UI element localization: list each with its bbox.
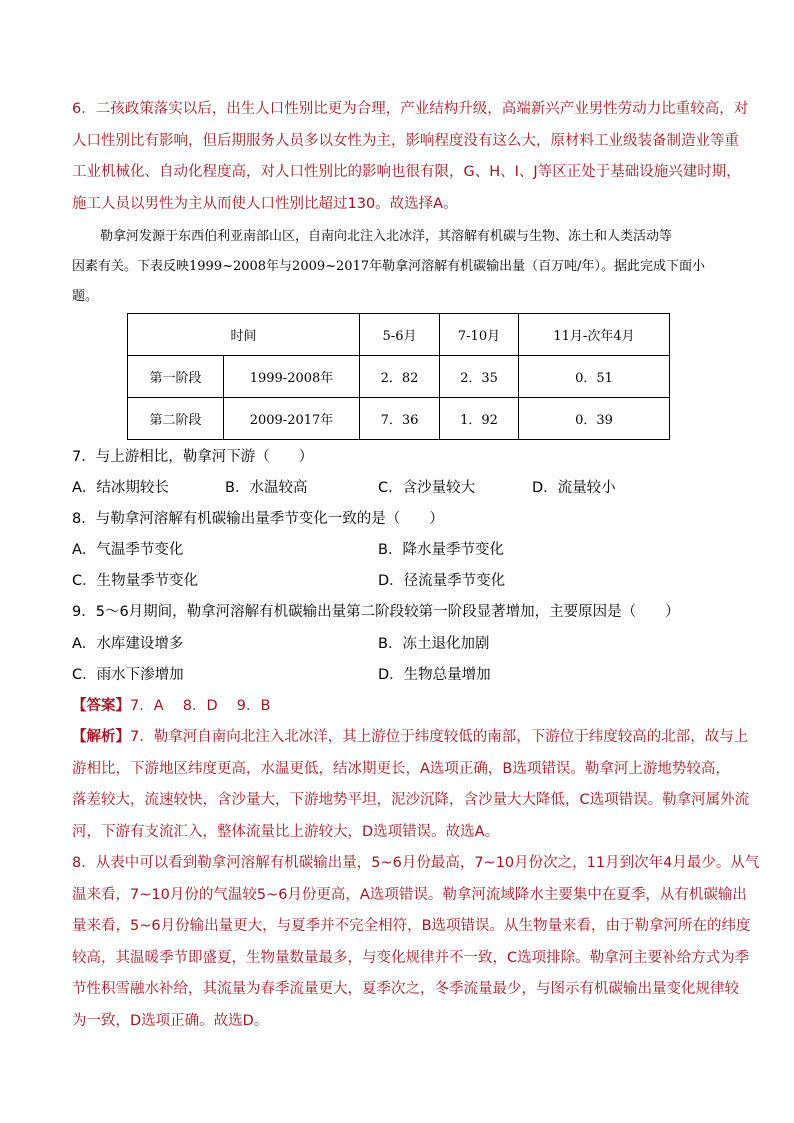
analysis-q7-line — [72, 722, 749, 754]
analysis-line: 河，下游有支流汇入，整体流量比上游较大，D选项错误。故选A。 — [72, 823, 500, 840]
q8-option-b: B．降水量季节变化 — [378, 542, 504, 558]
analysis-line: 游相比，下游地区纬度更高，水温更低，结冰期更长，A选项正确，B选项错误。勒拿河上游地势较高， — [72, 760, 730, 777]
q9-option-a: A．水库建设增多 — [72, 636, 184, 652]
analysis-line: 落差较大，流速较快，含沙量大，下游地势平坦，泥沙沉降，含沙量大大降低，C选项错误。勒拿河属外流 — [72, 792, 750, 808]
q6-line: 工业机械化、自动化程度高，对人口性别比的影响也很有限，G、H、I、J等区正处于基础设施兴建时期， — [72, 164, 741, 180]
q8-stem: 8．与勒拿河溶解有机碳输出量季节变化一致的是（ ） — [72, 511, 444, 527]
answer-label: 【答案】 — [72, 698, 130, 714]
header-may-june: 5-6月 — [360, 314, 440, 356]
table-row — [128, 356, 670, 398]
table-header-row — [128, 314, 670, 356]
q7-stem: 7．与上游相比，勒拿河下游（ ） — [72, 449, 314, 465]
analysis-line: 为一致，D选项正确。故选D。 — [72, 1012, 269, 1029]
answer-text: 7．A 8．D 9．B — [130, 698, 271, 714]
passage-line-1: 勒拿河发源于东西伯利亚南部山区，自南向北注入北冰洋，其溶解有机碳与生物、冻土和人类活动等 — [100, 229, 673, 244]
q6-explanation — [72, 94, 749, 220]
stage-cell: 第二阶段 — [128, 398, 224, 440]
q7-option-c: C．含沙量较大 — [378, 480, 476, 496]
q9-stem: 9．5～6月期间，勒拿河溶解有机碳输出量第二阶段较第一阶段显著增加，主要原因是（ ） — [72, 604, 680, 620]
years-cell: 2009-2017年 — [224, 398, 360, 440]
stage-cell: 第一阶段 — [128, 356, 224, 398]
q9-option-c: C．雨水下渗增加 — [72, 667, 184, 683]
q7-option-d: D．流量较小 — [532, 480, 616, 496]
years-cell: 1999-2008年 — [224, 356, 360, 398]
analysis-line: 温来看，7~10月份的气温较5~6月份更高，A选项错误。勒拿河流域降水主要集中在夏季，从有机碳输出 — [72, 886, 747, 903]
q6-line: 6．二孩政策落实以后，出生人口性别比更为合理，产业结构升级，高端新兴产业男性劳动力比重较高，对 — [72, 101, 749, 117]
header-nov-apr: 11月-次年4月 — [519, 314, 670, 356]
q7-option-a: A．结冰期较长 — [72, 480, 169, 496]
value-cell: 2．82 — [360, 356, 440, 398]
q9-option-d: D．生物总量增加 — [378, 667, 491, 683]
table-row — [128, 398, 670, 440]
analysis-block — [72, 722, 760, 1037]
header-july-oct: 7-10月 — [440, 314, 519, 356]
analysis-label: 【解析】 — [72, 729, 130, 745]
q7-option-b: B．水温较高 — [225, 480, 308, 496]
analysis-line: 节性积雪融水补给，其流量为春季流量更大，夏季次之，冬季流量最少，与图示有机碳输出量变化规律较 — [72, 981, 739, 997]
analysis-q7-text: 7．勒拿河自南向北注入北冰洋，其上游位于纬度较低的南部，下游位于纬度较高的北部，故与上 — [130, 729, 749, 745]
header-time: 时间 — [128, 314, 360, 356]
q8-option-a: A．气温季节变化 — [72, 542, 184, 558]
carbon-output-table — [127, 313, 670, 440]
value-cell: 0．39 — [519, 398, 670, 440]
value-cell: 2．35 — [440, 356, 519, 398]
q9-option-b: B．冻土退化加剧 — [378, 636, 490, 652]
q6-line: 施工人员以男性为主从而使人口性别比超过130。故选择A。 — [72, 195, 458, 212]
q8-option-c: C．生物量季节变化 — [72, 573, 199, 589]
passage-line-3: 题。 — [72, 289, 99, 304]
value-cell: 7．36 — [360, 398, 440, 440]
passage-line-2: 因素有关。下表反映1999~2008年与2009~2017年勒拿河溶解有机碳输出量（百万吨/年）。据此完成下面小 — [72, 259, 706, 274]
answer-line — [72, 691, 270, 723]
q8-option-d: D．径流量季节变化 — [378, 573, 506, 589]
analysis-line: 量来看，5~6月份输出量更大，与夏季并不完全相符，B选项错误。从生物量来看，由于勒拿河所在的纬度 — [72, 918, 751, 934]
analysis-line: 较高，其温暖季节即盛夏，生物量数量最多，与变化规律并不一致，C选项排除。勒拿河主要补给方式为季 — [72, 949, 750, 966]
value-cell: 1．92 — [440, 398, 519, 440]
analysis-line: 8．从表中可以看到勒拿河溶解有机碳输出量，5~6月份最高，7~10月份次之，11月到次年4月最少。从气 — [72, 855, 760, 871]
value-cell: 0．51 — [519, 356, 670, 398]
q6-line: 人口性别比有影响，但后期服务人员多以女性为主，影响程度没有这么大，原材料工业级装备制造业等重 — [72, 132, 739, 149]
